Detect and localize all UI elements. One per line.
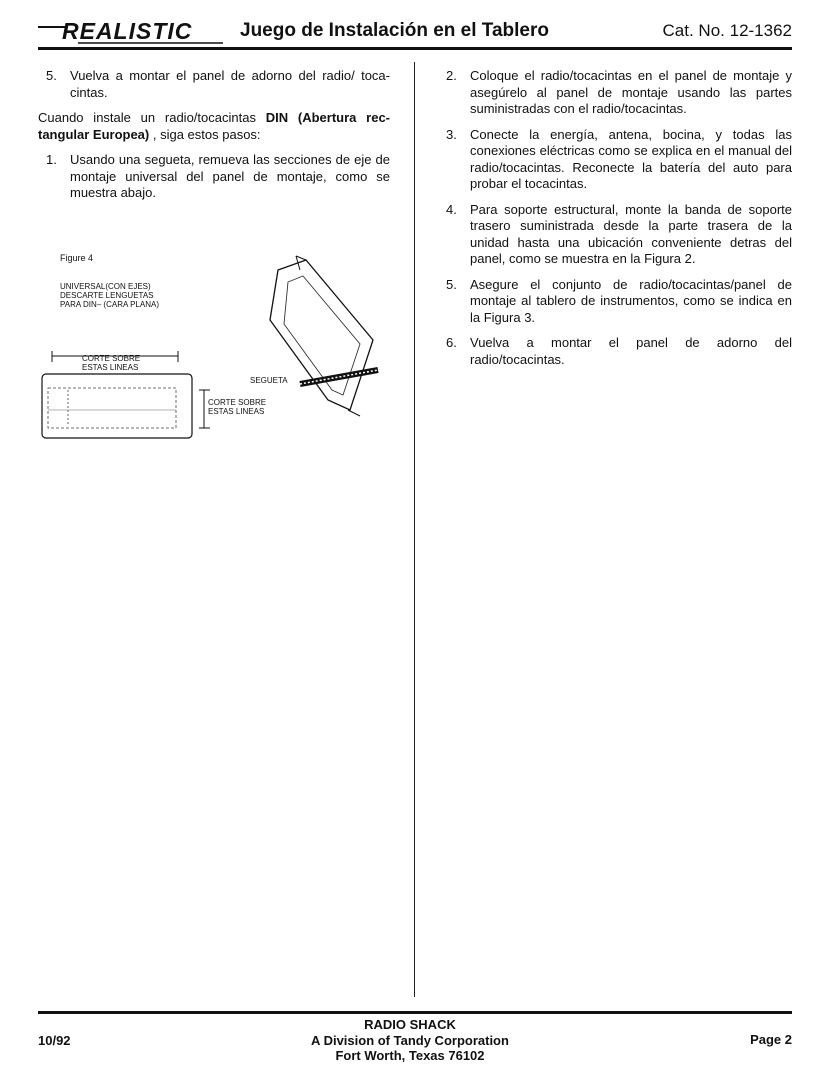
footer-company: [260, 1017, 560, 1064]
header-rule: [38, 47, 792, 50]
step-number: 4.: [446, 201, 457, 217]
step-number: 5.: [46, 68, 57, 83]
label-corte-side-2: ESTAS LINEAS: [208, 407, 265, 416]
document-title: Juego de Instalación en el Tablero: [240, 20, 550, 41]
label-corte-top-2: ESTAS LINEAS: [82, 363, 139, 372]
step-text: Coloque el radio/tocacintas en el panel de montaje y asegúrelo al panel de montaje usando las partes suministradas con el radio/tocacintas.: [470, 68, 792, 116]
step-text: Asegure el conjunto de radio/tocacintas/panel de montaje al tablero de instrumentos, como se indica en la Figura 3.: [470, 276, 792, 325]
brand-name: REALISTIC: [62, 18, 193, 44]
step-number: 2.: [446, 68, 457, 83]
footer-date: 10/92: [38, 1033, 71, 1048]
intro-text-b: , siga estos pasos:: [149, 126, 261, 142]
footer-rule: [38, 1011, 792, 1014]
step-text: Vuelva a montar el panel de adorno del radio/ toca-cintas.: [70, 68, 390, 100]
figure-4: [38, 240, 398, 460]
step-1-left: [46, 152, 390, 202]
figure-4-drawing: [38, 240, 398, 460]
intro-text-a: Cuando instale un radio/tocacintas: [38, 110, 266, 125]
figure-caption: Figure 4: [60, 253, 94, 263]
step-number: 6.: [446, 335, 457, 350]
intro-text-bold: DIN (Abertura rec-tangular Europea): [38, 110, 391, 142]
step-4: [446, 202, 792, 268]
label-segueta: SEGUETA: [250, 376, 288, 385]
step-5: [446, 277, 792, 327]
label-universal-3: PARA DIN– (CARA PLANA): [60, 300, 159, 309]
step-6: [446, 335, 792, 368]
label-universal-2: DESCARTE LENGUETAS: [60, 291, 154, 300]
label-corte-top-1: CORTE SOBRE: [82, 354, 141, 363]
step-number: 1.: [46, 152, 57, 167]
step-text: Conecte la energía, antena, bocina, y todas las conexiones eléctricas como se explica en el manual del radio/tocacintas. Reconecte la batería del auto para probar el tocacintas.: [470, 126, 792, 191]
company-division: A Division of Tandy Corporation: [311, 1032, 509, 1048]
page-number: Page 2: [750, 1032, 792, 1047]
catalog-number: Cat. No. 12-1362: [662, 21, 792, 40]
label-universal-1: UNIVERSAL(CON EJES): [60, 282, 151, 291]
label-corte-side-1: CORTE SOBRE: [208, 398, 267, 407]
step-2: [446, 68, 792, 118]
company-name: RADIO SHACK: [364, 1017, 456, 1032]
company-address: Fort Worth, Texas 76102: [335, 1048, 485, 1063]
step-3: [446, 127, 792, 193]
step-text: Para soporte estructural, monte la banda de soporte trasero suministrada desde la parte trasera de la unidad hasta una ubicación conveniente detras del panel, como se muestra en la Figura 2.: [470, 201, 792, 266]
step-number: 3.: [446, 126, 457, 142]
step-5-left: [46, 68, 390, 101]
right-column: [446, 68, 792, 377]
step-text: Vuelva a montar el panel de adorno del radio/tocacintas.: [470, 335, 792, 367]
realistic-logo: [38, 18, 228, 48]
step-number: 5.: [446, 276, 457, 292]
left-column: [38, 68, 390, 211]
step-text: Usando una segueta, remueva las secciones de eje de montaje universal del panel de montaje, como se muestra abajo.: [70, 152, 390, 200]
din-intro-paragraph: [38, 110, 390, 143]
column-divider: [414, 62, 415, 997]
